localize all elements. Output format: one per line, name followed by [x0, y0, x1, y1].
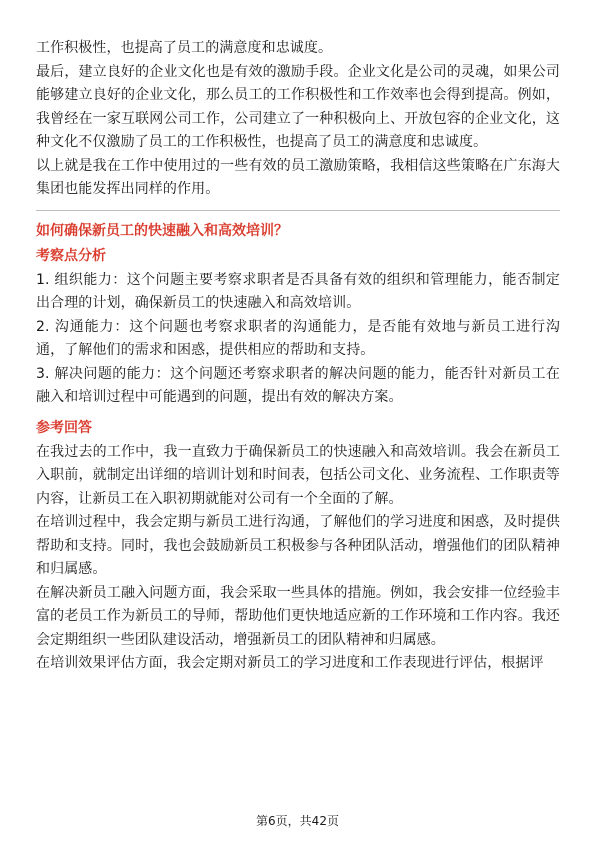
page-content — [36, 37, 560, 676]
answer-paragraph-3: 在解决新员工融入问题方面，我会采取一些具体的措施。例如，我会安排一位经验丰富的老员工作为新员工的导师，帮助他们更快地适应新的工作环境和工作内容。我还会定期组织一些团队建设活动，增强新员工的团队精神和归属感。 — [36, 584, 560, 648]
analysis-item-2: 2. 沟通能力：这个问题也考察求职者的沟通能力，是否能有效地与新员工进行沟通，了解他们的需求和困惑，提供相应的帮助和支持。 — [36, 318, 560, 358]
analysis-item-3: 3. 解决问题的能力：这个问题还考察求职者的解决问题的能力，能否针对新员工在融入和培训过程中可能遇到的问题，提出有效的解决方案。 — [36, 365, 560, 405]
intro-paragraph-2: 最后，建立良好的企业文化也是有效的激励手段。企业文化是公司的灵魂，如果公司能够建立良好的企业文化，那么员工的工作积极性和工作效率也会得到提高。例如，我曾经在一家互联网公司工作，公司建立了一种积极向上、开放包容的企业文化，这种文化不仅激励了员工的工作积极性，也提高了员工的满意度和忠诚度。 — [36, 63, 560, 150]
section-divider — [36, 210, 560, 211]
answer-paragraph-2: 在培训过程中，我会定期与新员工进行沟通，了解他们的学习进度和困惑，及时提供帮助和支持。同时，我也会鼓励新员工积极参与各种团队活动，增强他们的团队精神和归属感。 — [36, 514, 560, 577]
intro-paragraph-3: 以上就是我在工作中使用过的一些有效的员工激励策略，我相信这些策略在广东海大集团也能发挥出同样的作用。 — [36, 157, 560, 197]
analysis-heading: 考察点分析 — [36, 247, 106, 264]
question-title: 如何确保新员工的快速融入和高效培训？ — [36, 222, 288, 239]
answer-heading: 参考回答 — [36, 419, 92, 436]
answer-paragraph-4: 在培训效果评估方面，我会定期对新员工的学习进度和工作表现进行评估，根据评 — [36, 655, 544, 671]
page-number: 第6页，共42页 — [256, 814, 339, 828]
intro-paragraph-1: 工作积极性，也提高了员工的满意度和忠诚度。 — [36, 40, 333, 56]
answer-paragraph-1: 在我过去的工作中，我一直致力于确保新员工的快速融入和高效培训。我会在新员工入职前，就制定出详细的培训计划和时间表，包括公司文化、业务流程、工作职责等内容，让新员工在入职初期就能对公司有一个全面的了解。 — [36, 443, 560, 507]
analysis-item-1: 1. 组织能力：这个问题主要考察求职者是否具备有效的组织和管理能力，能否制定出合理的计划，确保新员工的快速融入和高效培训。 — [36, 271, 560, 311]
